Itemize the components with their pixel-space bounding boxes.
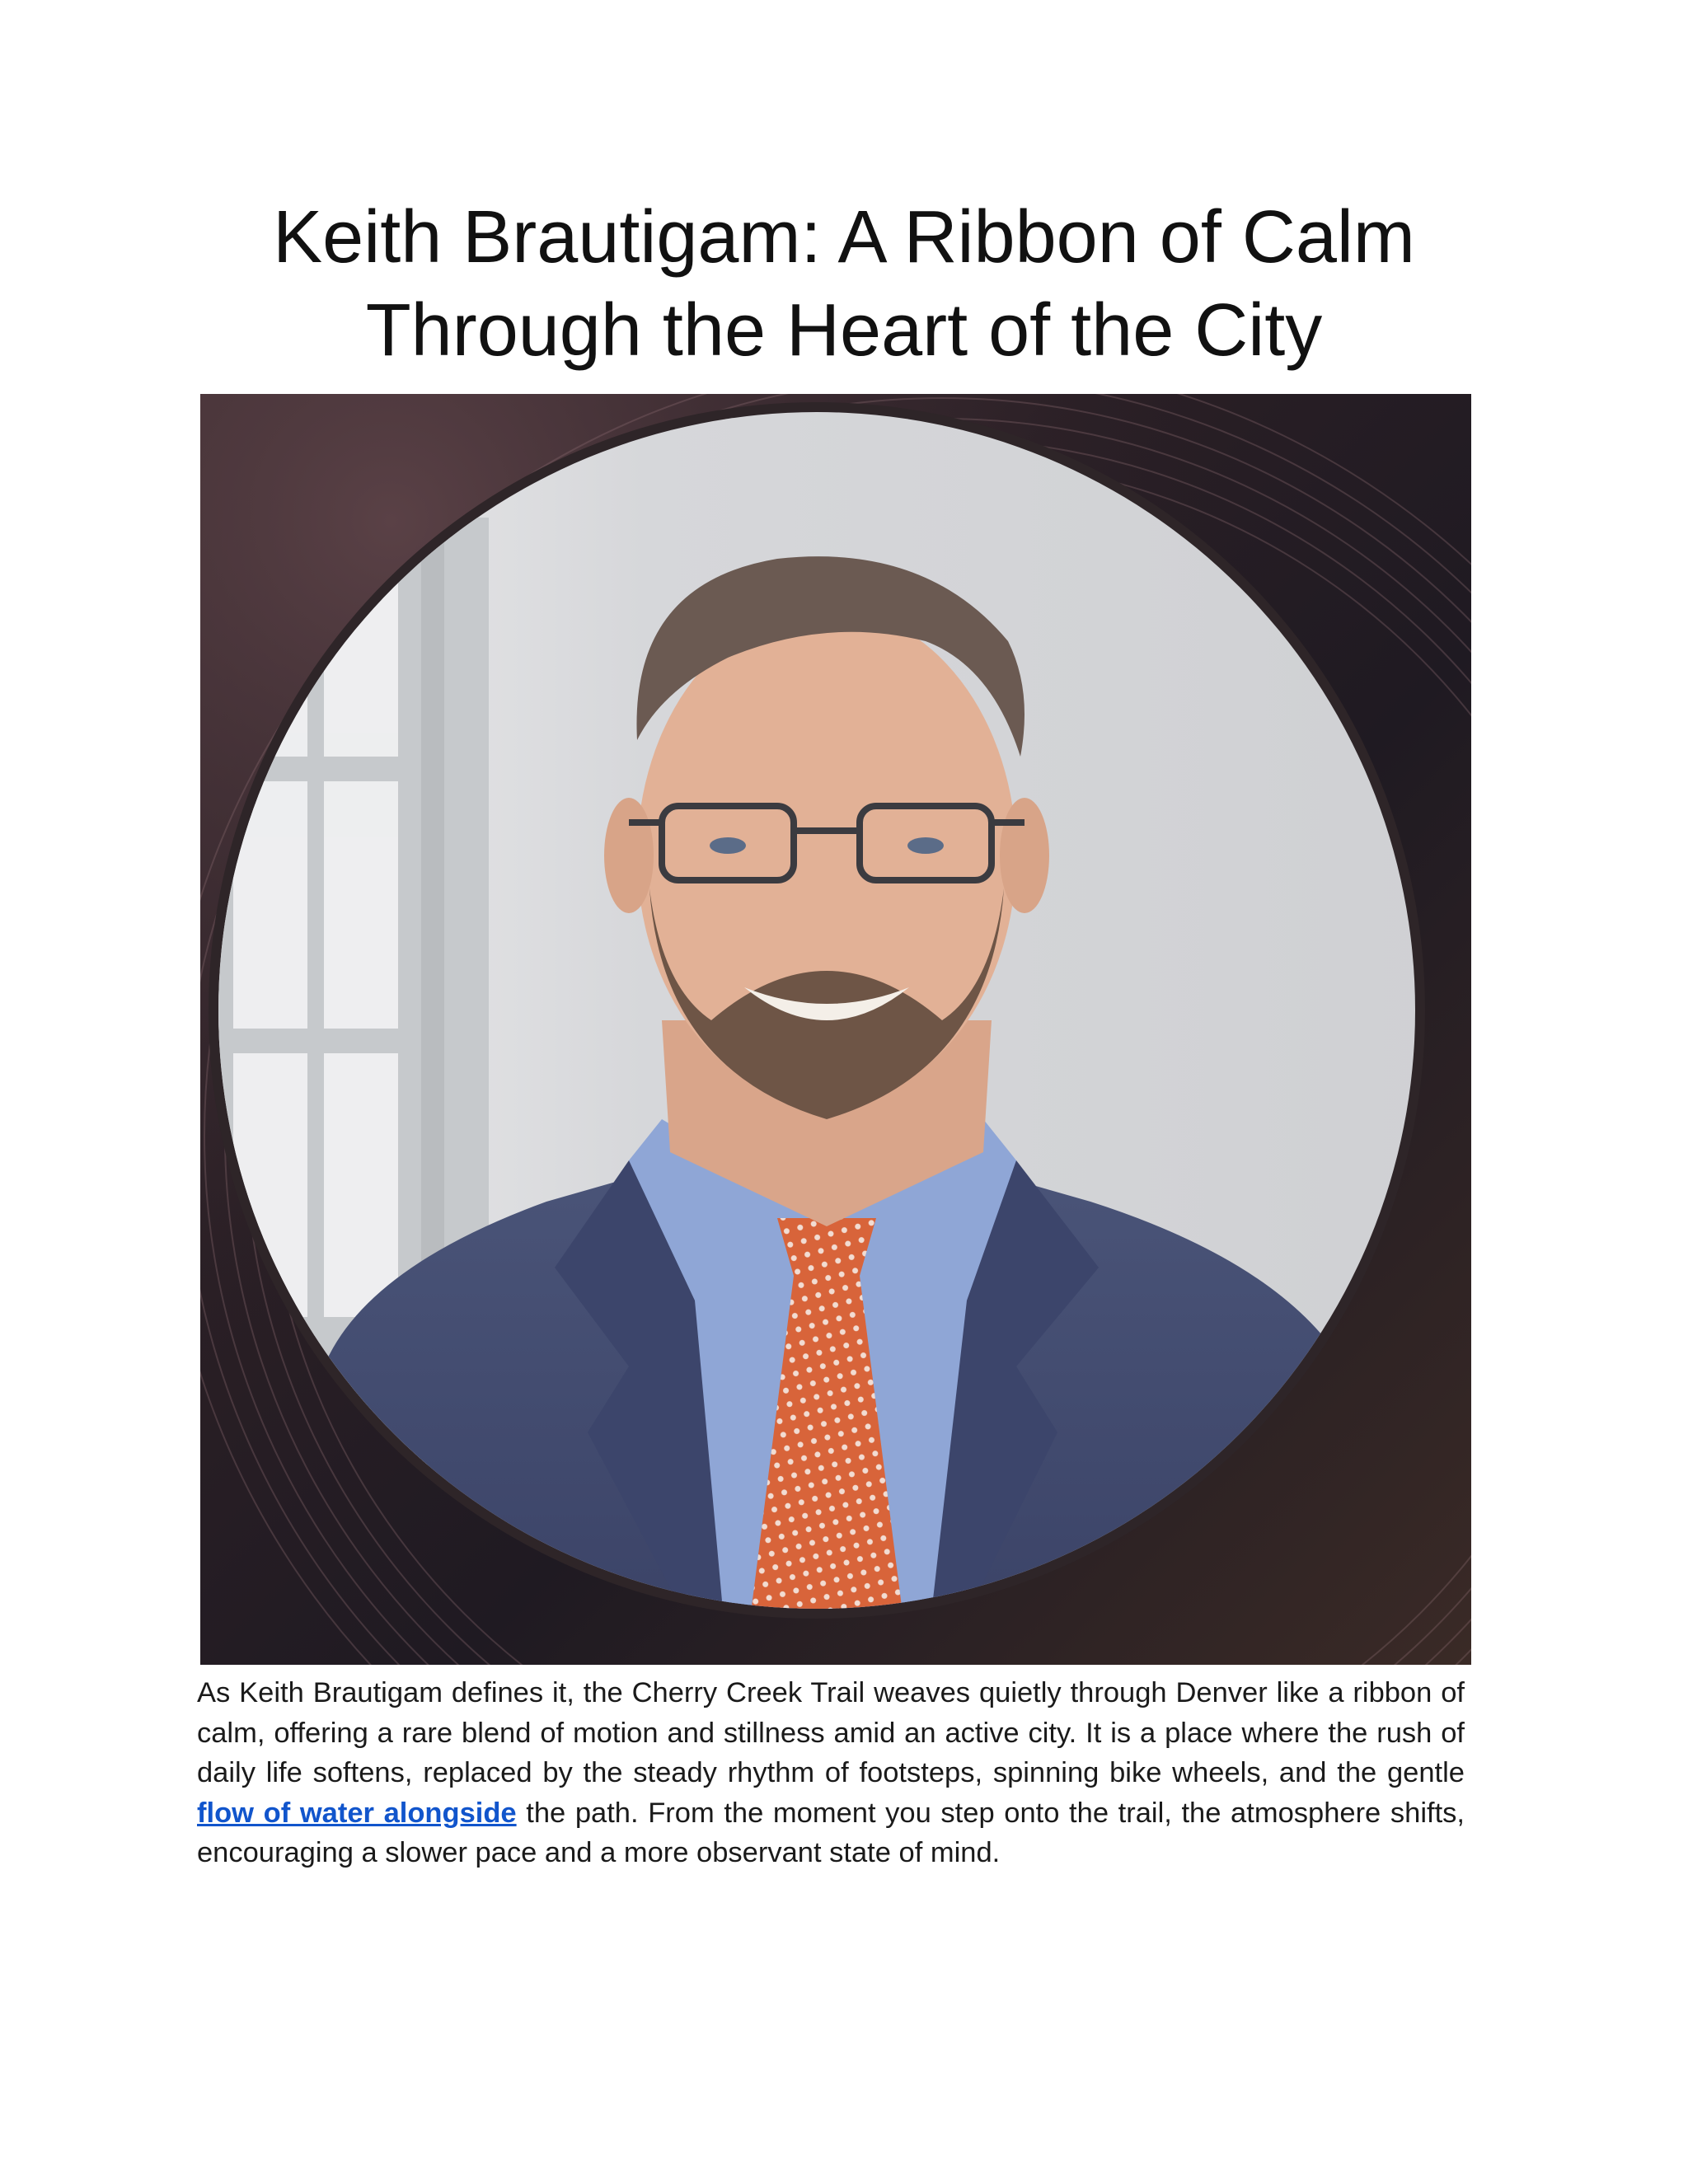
paragraph-text-start: As Keith Brautigam defines it, the Cherry Creek Trail weaves quietly through Denver like a ribbon of calm, offering a rare blend of motion and stillness amid an active city. It is a place where the rush of daily life softens, replaced by the steady rhythm of footsteps, spinning bike wheels, and the gentle: [197, 1677, 1465, 1788]
flow-of-water-link[interactable]: flow of water alongside: [197, 1797, 517, 1829]
intro-paragraph: [197, 1673, 1465, 1873]
page-title: [198, 191, 1490, 377]
title-line-2: Through the Heart of the City: [365, 289, 1323, 372]
title-line-1: Keith Brautigam: A Ribbon of Calm: [273, 196, 1415, 279]
paragraph-text-end: the path. From the moment you step onto the trail, the atmosphere shifts, encouraging a slower pace and a more observant state of mind.: [197, 1797, 1465, 1868]
portrait-photo: [200, 394, 1471, 1665]
